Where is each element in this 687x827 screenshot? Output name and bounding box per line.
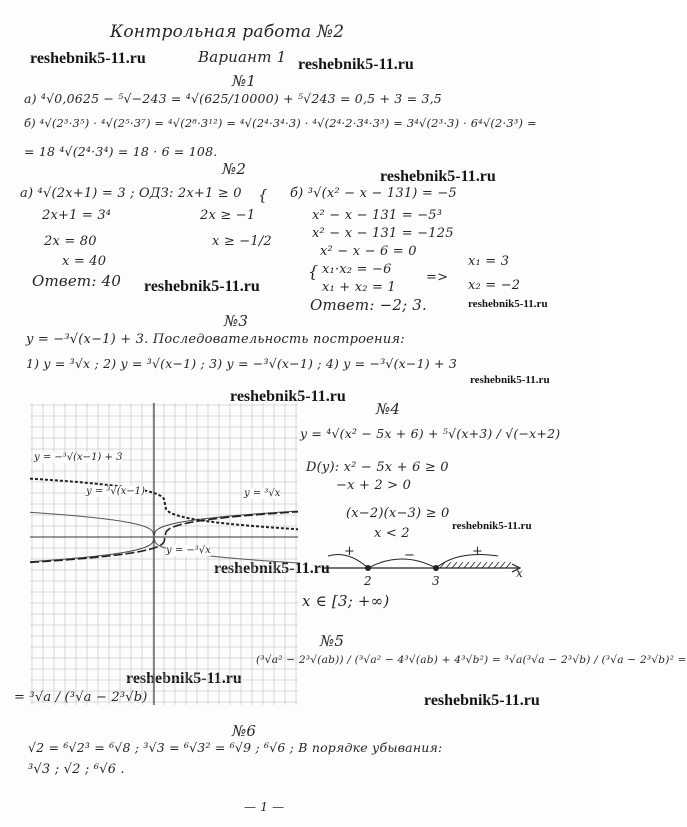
task2-a-line6: x = 40: [62, 254, 107, 269]
page-title: Контрольная работа №2: [110, 22, 345, 42]
task4-line5: x < 2: [374, 526, 410, 541]
hatch-mark: [494, 562, 499, 568]
sign-plus-right: +: [472, 544, 484, 559]
task3-line2: 1) y = ³√x ; 2) y = ³√(x−1) ; 3) y = −³√(x−1) ; 4) y = −³√(x−1) + 3: [26, 356, 457, 371]
task2-b-answer: Ответ: −2; 3.: [310, 296, 428, 314]
task4-answer: x ∈ [3; +∞): [302, 592, 390, 610]
watermark: reshebnik5-11.ru: [126, 670, 242, 687]
task2-b-line5: x₁·x₂ = −6: [322, 262, 392, 277]
task1-part-c: = 18 ⁴√(2⁴·3⁴) = 18 · 6 = 108.: [24, 144, 218, 159]
sign-arc: [368, 559, 436, 568]
hatch-mark: [476, 562, 481, 568]
label-curve-base: y = ³√x: [244, 488, 281, 499]
task2-number: №2: [222, 160, 247, 178]
watermark: reshebnik5-11.ru: [380, 168, 496, 185]
task3-line1: y = −³√(x−1) + 3. Последовательность построения:: [26, 332, 405, 347]
task2-a-line1: а) ⁴√(2x+1) = 3 ; ОДЗ: 2x+1 ≥ 0: [20, 186, 242, 201]
task4-line2: D(y): x² − 5x + 6 ≥ 0: [306, 460, 449, 475]
system-brace: {: [308, 262, 319, 281]
task2-a-line3: 2x ≥ −1: [200, 208, 256, 223]
task2-b-root1: x₁ = 3: [468, 254, 510, 269]
task2-b-line1: б) ³√(x² − x − 131) = −5: [290, 186, 457, 201]
sign-arc: [436, 555, 498, 569]
task6-line1: √2 = ⁶√2³ = ⁶√8 ; ³√3 = ⁶√3² = ⁶√9 ; ⁶√6 ; В порядке убывания:: [28, 740, 443, 755]
task2-b-root2: x₂ = −2: [468, 278, 521, 293]
hatch-mark: [446, 562, 451, 568]
task2-a-line5: x ≥ −1/2: [212, 234, 272, 249]
watermark: reshebnik5-11.ru: [470, 374, 550, 386]
label-curve-final: y = −³√(x−1) + 3: [34, 452, 123, 463]
point-3-dot: [433, 565, 439, 571]
point-3: 3: [432, 574, 440, 588]
hatch-mark: [482, 562, 487, 568]
sign-plus-left: +: [344, 544, 356, 559]
task5-expression: (³√a² − 2³√(ab)) / (³√a² − 4³√(ab) + 4³√b²) = ³√a(³√a − 2³√b) / (³√a − 2³√b)² =: [256, 654, 687, 666]
hatch-mark: [500, 562, 505, 568]
task4-line3: −x + 2 > 0: [336, 478, 412, 493]
task4-number: №4: [376, 400, 401, 418]
watermark: reshebnik5-11.ru: [452, 520, 532, 532]
task6-number: №6: [232, 722, 257, 740]
task3-number: №3: [224, 312, 249, 330]
task2-a-line2: 2x+1 = 3⁴: [42, 208, 112, 223]
watermark: reshebnik5-11.ru: [30, 50, 146, 67]
watermark: reshebnik5-11.ru: [144, 278, 260, 295]
hatch-mark: [506, 562, 511, 568]
watermark: reshebnik5-11.ru: [424, 692, 540, 709]
task6-line2: ³√3 ; √2 ; ⁶√6 .: [28, 762, 125, 777]
task1-part-b: б) ⁴√(2³·3⁵) · ⁴√(2⁵·3⁷) = ⁴√(2⁸·3¹²) = ⁴√(2⁴·3⁴·3) · ⁴√(2⁴·2·3⁴·3³) = 3⁴√(2³·3) · 6⁴√(2·3³) =: [24, 116, 537, 130]
task4-line4: (x−2)(x−3) ≥ 0: [346, 506, 450, 521]
label-curve-shifted: y = ³√(x−1): [86, 486, 145, 497]
label-curve-negated: y = −³√x: [166, 545, 211, 556]
task5-number: №5: [320, 632, 345, 650]
task2-b-line6: x₁ + x₂ = 1: [322, 280, 396, 295]
axis-x-label: x: [516, 566, 523, 580]
task1-number: №1: [232, 72, 257, 90]
hatch-mark: [458, 562, 463, 568]
point-2-dot: [365, 565, 371, 571]
page-number: — 1 —: [244, 800, 285, 814]
task2-b-line4: x² − x − 6 = 0: [320, 244, 417, 259]
watermark: reshebnik5-11.ru: [468, 298, 548, 310]
hatch-mark: [488, 562, 493, 568]
task1-part-a: а) ⁴√0,0625 − ⁵√−243 = ⁴√(625/10000) + ⁵√243 = 0,5 + 3 = 3,5: [24, 91, 442, 106]
task4-line1: y = ⁴√(x² − 5x + 6) + ⁵√(x+3) / √(−x+2): [300, 426, 561, 441]
task2-a-line4: 2x = 80: [44, 234, 97, 249]
watermark: reshebnik5-11.ru: [298, 56, 414, 73]
brace-divider: {: [258, 186, 268, 204]
sign-minus: −: [404, 548, 416, 563]
watermark: reshebnik5-11.ru: [230, 388, 346, 405]
watermark: reshebnik5-11.ru: [214, 560, 330, 577]
task2-b-line3: x² − x − 131 = −125: [312, 226, 454, 241]
hatch-mark: [452, 562, 457, 568]
variant-label: Вариант 1: [198, 48, 287, 66]
task5-result: = ³√a / (³√a − 2³√b): [14, 690, 148, 705]
task2-a-answer: Ответ: 40: [32, 272, 122, 290]
task2-b-line2: x² − x − 131 = −5³: [312, 208, 443, 223]
hatch-mark: [470, 562, 475, 568]
task2-b-implies: =>: [426, 270, 449, 285]
hatch-mark: [464, 562, 469, 568]
point-2: 2: [364, 574, 372, 588]
